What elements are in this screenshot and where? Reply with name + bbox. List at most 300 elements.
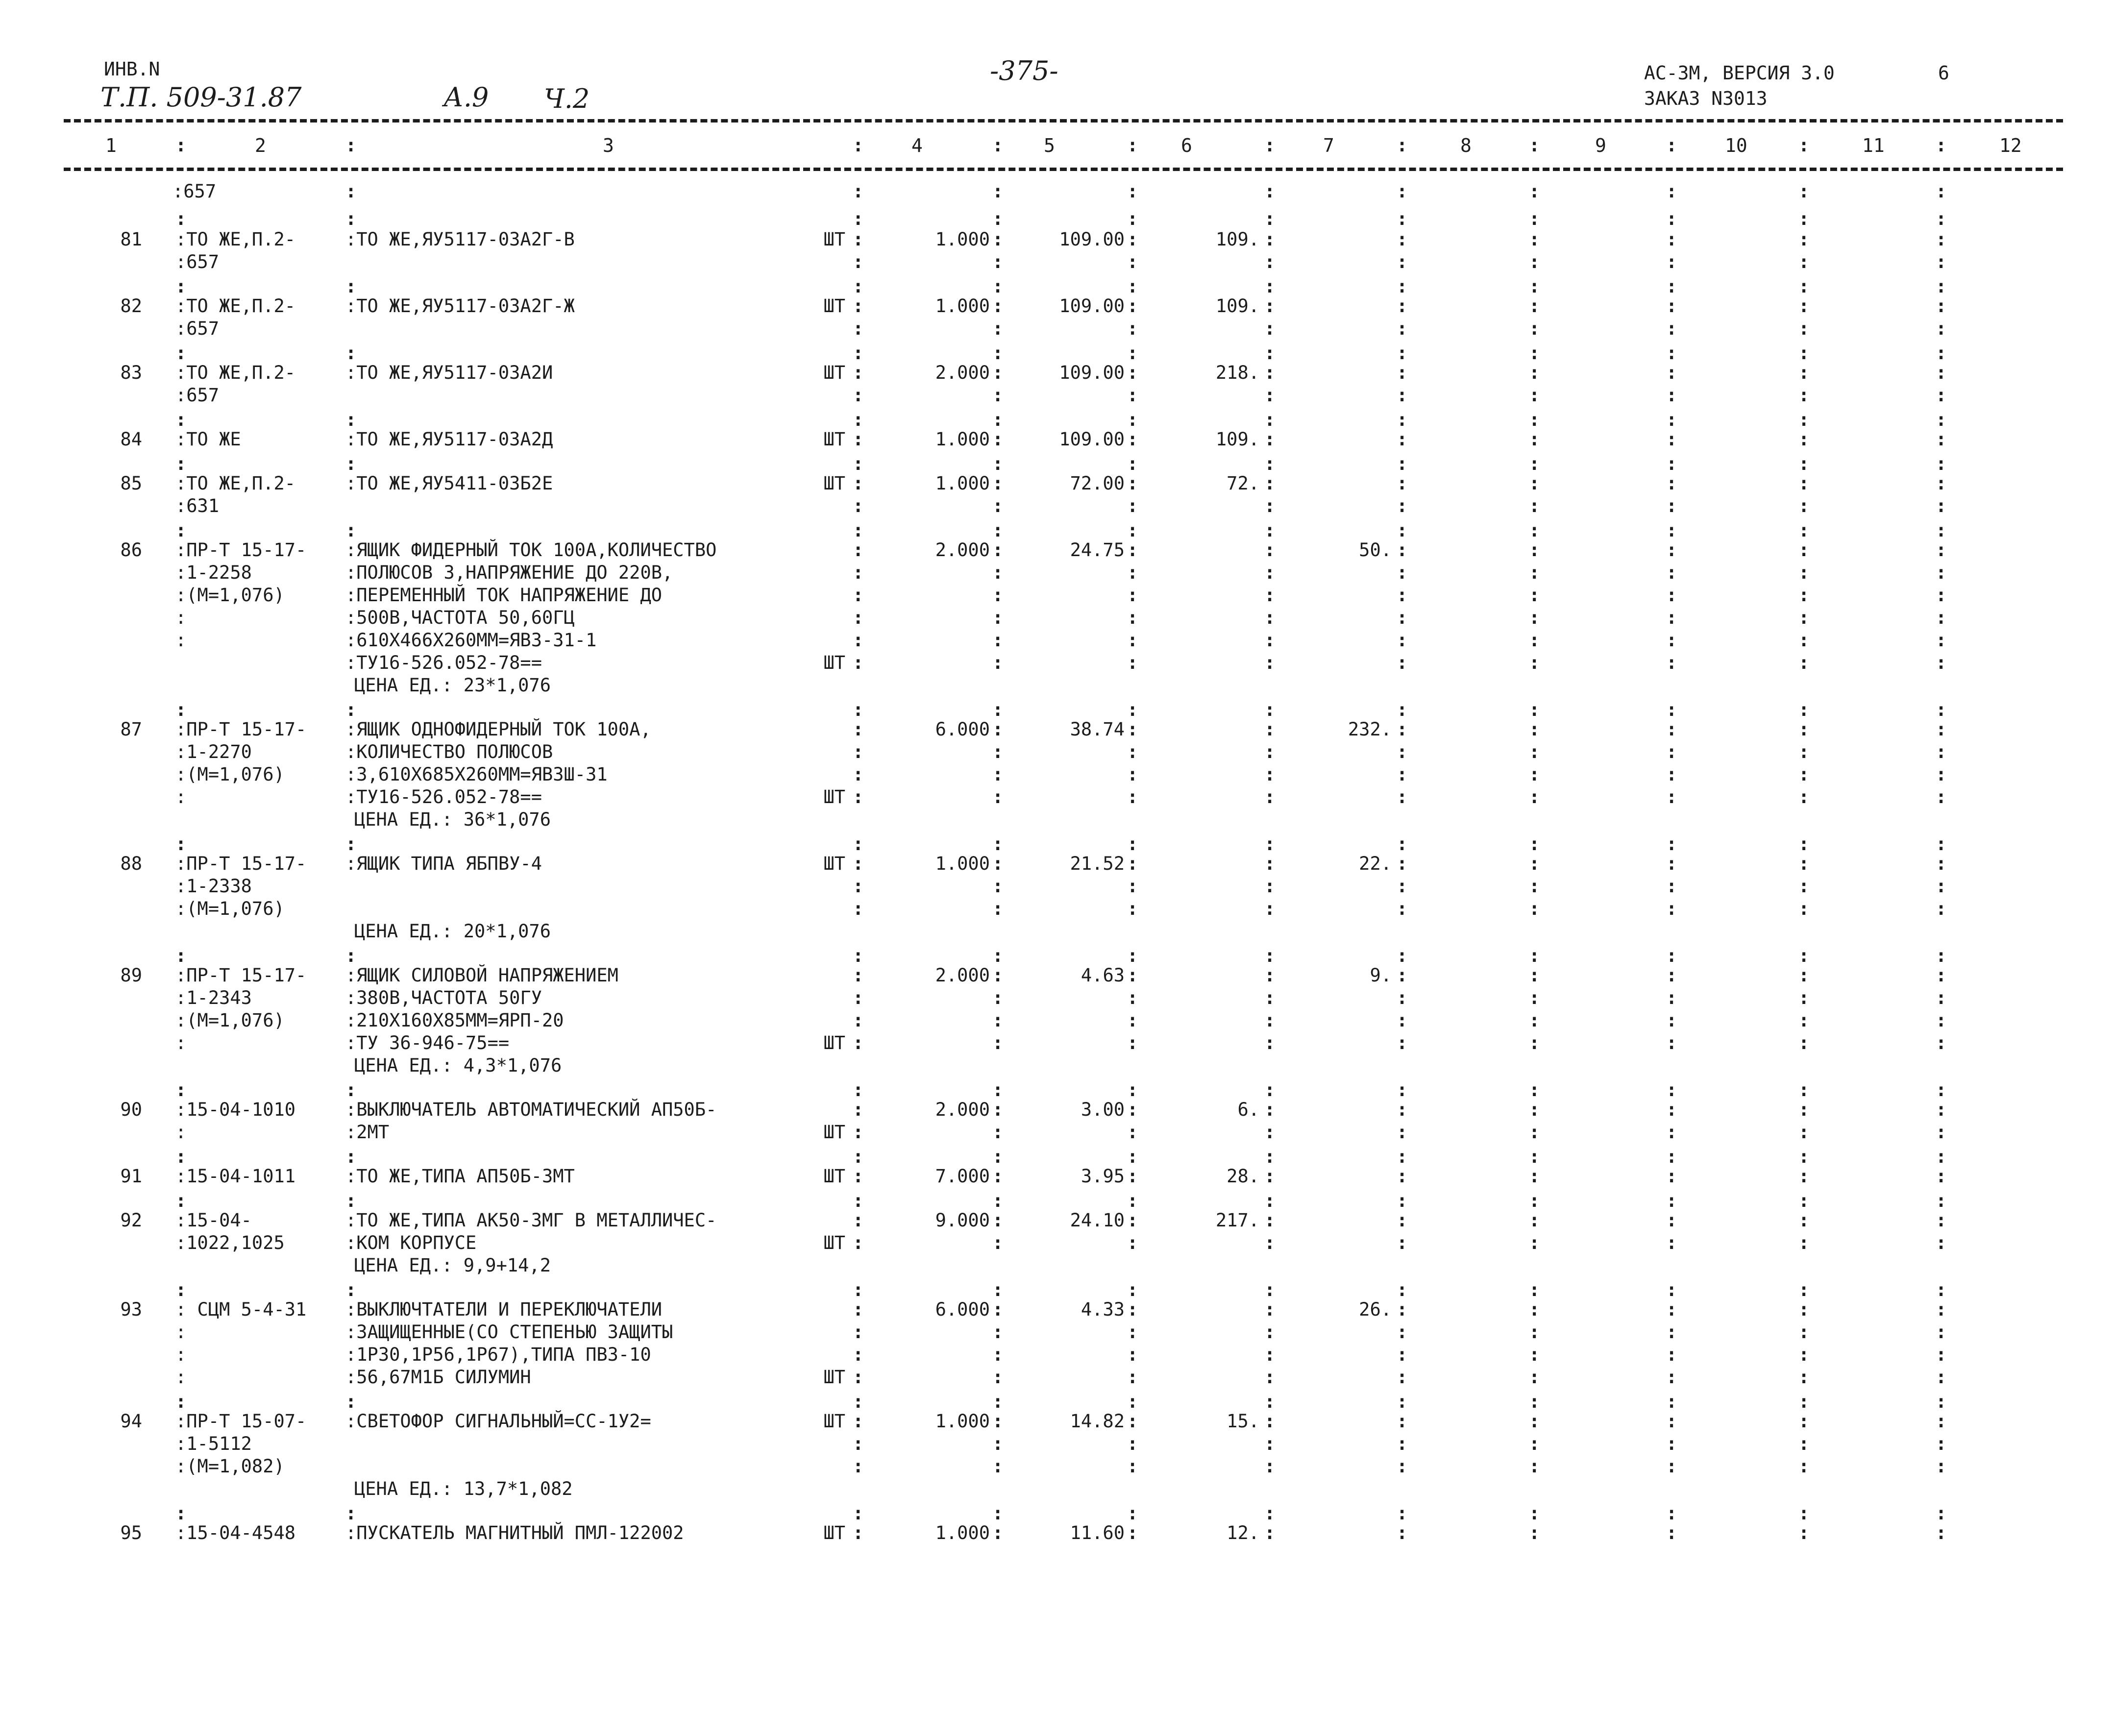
part-handwritten: Ч.2 [544, 83, 590, 114]
row-code: :(М=1,076) [175, 1010, 285, 1031]
column-separator: : [1264, 1010, 1276, 1031]
column-separator: : [1798, 1503, 1810, 1524]
row-unit: ШТ [823, 652, 845, 673]
column-separator: : [1666, 318, 1677, 339]
column-separator: : [1397, 562, 1408, 583]
column-separator: : [853, 1079, 864, 1100]
column-separator: : [853, 362, 864, 383]
column-separator: : [992, 945, 1004, 966]
column-separator: : [1397, 251, 1408, 272]
column-separator: : [1936, 453, 1947, 474]
column-separator: : [1127, 1367, 1138, 1388]
column-separator: : [1397, 876, 1408, 897]
column-separator: : [1798, 652, 1810, 673]
column-separator: : [1264, 1279, 1276, 1300]
column-separator: : [853, 630, 864, 651]
column-separator: : [1936, 1433, 1947, 1454]
column-separator: : [345, 1146, 357, 1167]
row-description: :1Р30,1Р56,1Р67),ТИПА ПВЗ-10 [345, 1344, 651, 1365]
column-separator: : [1127, 295, 1138, 317]
column-separator: : [1529, 764, 1540, 785]
column-separator: : [1936, 495, 1947, 516]
row-unit-price: 109.00 [1059, 362, 1125, 383]
row-code: :631 [175, 495, 220, 516]
row-cost-col6: 218. [1215, 362, 1259, 383]
row-description: :ТУ 36-946-75== [345, 1032, 510, 1053]
column-separator: : [1127, 764, 1138, 785]
row-code: :ПР-Т 15-07- [175, 1411, 307, 1432]
column-separator: : [1798, 342, 1810, 364]
row-number: 86 [120, 539, 142, 561]
column-separator: : [1264, 1299, 1276, 1320]
column-separator: : [992, 429, 1004, 450]
column-separator: : [1666, 1344, 1677, 1365]
row-code: :ПР-Т 15-17- [175, 539, 307, 561]
column-separator: : [1666, 251, 1677, 272]
row-quantity: 9.000 [935, 1210, 990, 1231]
column-separator: : [1666, 562, 1677, 583]
row-number: 88 [120, 853, 142, 874]
column-separator: : [1264, 1522, 1276, 1543]
column-separator: : [1529, 1010, 1540, 1031]
column-separator: : [992, 1032, 1004, 1053]
column-separator: : [1798, 741, 1810, 762]
column-separator: : [1127, 630, 1138, 651]
column-separator: : [1936, 1190, 1947, 1211]
column-separator: : [1666, 607, 1677, 628]
column-separator: : [1529, 1210, 1540, 1231]
column-separator: : [1529, 1279, 1540, 1300]
column-separator: : [1666, 342, 1677, 364]
column-separator: : [992, 181, 1004, 202]
column-separator: : [1397, 276, 1408, 297]
column-separator: : [1264, 898, 1276, 919]
column-header-8: 8 [1460, 135, 1472, 156]
column-separator: : [1264, 1344, 1276, 1365]
row-unit: ШТ [823, 229, 845, 250]
row-description: :610Х466Х260ММ=ЯВЗ-31-1 [345, 630, 597, 651]
column-separator: : [1936, 1010, 1947, 1031]
column-separator: : [1264, 385, 1276, 406]
column-separator: : [1798, 1411, 1810, 1432]
column-separator: : [853, 1032, 864, 1053]
column-separator: : [1264, 453, 1276, 474]
column-separator: : [853, 1411, 864, 1432]
column-separator: : [1529, 1503, 1540, 1524]
column-separator: : [345, 833, 357, 855]
column-separator: : [1127, 362, 1138, 383]
column-separator: : [1127, 562, 1138, 583]
column-separator: : [992, 607, 1004, 628]
row-code: :1-2338 [175, 876, 252, 897]
column-separator: : [1397, 741, 1408, 762]
column-separator: : [1798, 630, 1810, 651]
column-separator: : [1127, 181, 1138, 202]
row-quantity: 7.000 [935, 1166, 990, 1187]
column-separator: : [1264, 276, 1276, 297]
column-separator: : [1264, 181, 1276, 202]
column-separator: : [1529, 652, 1540, 673]
column-separator: : [1127, 453, 1138, 474]
row-unit: ШТ [823, 473, 845, 494]
row-unit: ШТ [823, 1367, 845, 1388]
column-header-separator: : [853, 135, 864, 156]
column-separator: : [1798, 181, 1810, 202]
column-separator: : [1666, 295, 1677, 317]
column-separator: : [853, 1146, 864, 1167]
row-unit-price: 4.63 [1081, 965, 1125, 986]
column-separator: : [1666, 1522, 1677, 1543]
column-separator: : [1127, 1190, 1138, 1211]
row-unit-price: 3.00 [1081, 1099, 1125, 1120]
column-separator: : [1936, 1210, 1947, 1231]
column-separator: : [175, 1146, 187, 1167]
column-separator: : [1666, 1367, 1677, 1388]
column-separator: : [853, 1299, 864, 1320]
column-separator: : [1666, 987, 1677, 1008]
column-separator: : [1936, 607, 1947, 628]
column-separator: : [1397, 473, 1408, 494]
header-top-rule [64, 119, 2063, 122]
column-separator: : [1798, 1210, 1810, 1231]
column-separator: : [992, 833, 1004, 855]
column-separator: : [1127, 1210, 1138, 1231]
column-separator: : [1529, 1166, 1540, 1187]
column-separator: : [1798, 853, 1810, 874]
column-separator: : [1529, 987, 1540, 1008]
column-separator: : [175, 1279, 187, 1300]
column-separator: : [1264, 1321, 1276, 1343]
column-separator: : [1264, 652, 1276, 673]
column-separator: : [1264, 1032, 1276, 1053]
column-separator: : [853, 876, 864, 897]
column-separator: : [1397, 1456, 1408, 1477]
column-separator: : [1264, 429, 1276, 450]
column-separator: : [175, 945, 187, 966]
column-separator: : [1666, 965, 1677, 986]
column-separator: : [1666, 181, 1677, 202]
column-separator: : [175, 453, 187, 474]
row-number: 91 [120, 1166, 142, 1187]
row-code: :ТО ЖЕ,П.2- [175, 229, 296, 250]
column-separator: : [1127, 741, 1138, 762]
column-separator: : [853, 987, 864, 1008]
column-separator: : [1264, 1391, 1276, 1412]
row-description: :2МТ [345, 1122, 390, 1143]
column-separator: : [853, 318, 864, 339]
column-separator: : [1936, 562, 1947, 583]
column-separator: : [1264, 208, 1276, 229]
column-separator: : [1936, 1522, 1947, 1543]
column-separator: : [1798, 251, 1810, 272]
column-separator: : [1264, 1122, 1276, 1143]
column-separator: : [1798, 786, 1810, 807]
column-separator: : [1127, 945, 1138, 966]
row-code: :1-2343 [175, 987, 252, 1008]
column-separator: : [1529, 1032, 1540, 1053]
column-separator: : [345, 1079, 357, 1100]
column-separator: : [1529, 1299, 1540, 1320]
column-separator: : [1798, 1232, 1810, 1253]
row-unit: ШТ [823, 1232, 845, 1253]
column-header-separator: : [175, 135, 187, 156]
column-separator: : [1397, 719, 1408, 740]
column-separator: : [853, 1321, 864, 1343]
column-separator: : [992, 385, 1004, 406]
row-quantity: 2.000 [935, 362, 990, 383]
row-unit: ШТ [823, 1166, 845, 1187]
column-separator: : [1936, 1391, 1947, 1412]
column-separator: : [1666, 1210, 1677, 1231]
column-separator: : [175, 276, 187, 297]
row-code: : [175, 1122, 187, 1143]
column-header-separator: : [1529, 135, 1540, 156]
row-description: :ТО ЖЕ,ЯУ5117-03А2Г-Ж [345, 295, 575, 317]
column-separator: : [1936, 520, 1947, 541]
column-separator: : [992, 208, 1004, 229]
column-separator: : [1127, 585, 1138, 606]
column-separator: : [992, 362, 1004, 383]
row-price-note: ЦЕНА ЕД.: 20*1,076 [354, 921, 551, 942]
row-number: 94 [120, 1411, 142, 1432]
column-separator: : [992, 699, 1004, 720]
column-separator: : [1397, 1433, 1408, 1454]
column-separator: : [1529, 965, 1540, 986]
column-separator: : [1127, 833, 1138, 855]
row-cost-col6: 6. [1237, 1099, 1259, 1120]
row-code: :657 [175, 318, 220, 339]
column-separator: : [1264, 1232, 1276, 1253]
column-separator: : [1397, 1190, 1408, 1211]
column-separator: : [1397, 409, 1408, 430]
column-separator: : [853, 495, 864, 516]
column-header-7: 7 [1323, 135, 1334, 156]
row-unit: ШТ [823, 429, 845, 450]
row-code: :ПР-Т 15-17- [175, 719, 307, 740]
column-separator: : [1936, 539, 1947, 561]
continuation-code: :657 [172, 181, 217, 202]
row-unit-price: 11.60 [1070, 1522, 1125, 1543]
row-unit: ШТ [823, 1522, 845, 1543]
column-separator: : [1798, 385, 1810, 406]
column-separator: : [1798, 585, 1810, 606]
column-separator: : [1127, 652, 1138, 673]
column-separator: : [992, 295, 1004, 317]
row-unit: ШТ [823, 1032, 845, 1053]
column-separator: : [1264, 1079, 1276, 1100]
column-separator: : [1264, 342, 1276, 364]
row-code: :1-2258 [175, 562, 252, 583]
column-separator: : [1264, 473, 1276, 494]
column-separator: : [345, 409, 357, 430]
row-quantity: 2.000 [935, 1099, 990, 1120]
column-separator: : [1264, 630, 1276, 651]
column-separator: : [1529, 853, 1540, 874]
column-separator: : [853, 409, 864, 430]
row-code: :ТО ЖЕ,П.2- [175, 473, 296, 494]
column-separator: : [1397, 1344, 1408, 1365]
column-separator: : [1127, 539, 1138, 561]
column-separator: : [1798, 607, 1810, 628]
inventory-number-handwritten: Т.П. 509-31.87 [100, 82, 302, 113]
row-cost-col6: 217. [1215, 1210, 1259, 1231]
column-separator: : [1529, 318, 1540, 339]
column-separator: : [992, 585, 1004, 606]
column-separator: : [1666, 1411, 1677, 1432]
column-separator: : [1936, 699, 1947, 720]
column-separator: : [175, 1079, 187, 1100]
row-quantity: 1.000 [935, 295, 990, 317]
column-separator: : [853, 520, 864, 541]
column-separator: : [345, 208, 357, 229]
column-separator: : [1936, 1344, 1947, 1365]
column-separator: : [1264, 362, 1276, 383]
column-separator: : [1397, 453, 1408, 474]
column-separator: : [1529, 1522, 1540, 1543]
column-separator: : [1127, 429, 1138, 450]
column-separator: : [853, 1210, 864, 1231]
column-separator: : [1936, 1411, 1947, 1432]
column-separator: : [1529, 181, 1540, 202]
column-separator: : [992, 1299, 1004, 1320]
column-separator: : [1397, 1299, 1408, 1320]
column-separator: : [992, 741, 1004, 762]
row-unit-price: 24.75 [1070, 539, 1125, 561]
row-description: :210Х160Х85ММ=ЯРП-20 [345, 1010, 564, 1031]
column-separator: : [1127, 898, 1138, 919]
row-code: :15-04-1011 [175, 1166, 296, 1187]
row-unit: ШТ [823, 853, 845, 874]
row-code: :(М=1,076) [175, 585, 285, 606]
column-separator: : [1397, 607, 1408, 628]
column-separator: : [1936, 1166, 1947, 1187]
column-header-separator: : [1397, 135, 1408, 156]
column-separator: : [1666, 833, 1677, 855]
row-code: :(М=1,076) [175, 898, 285, 919]
column-separator: : [853, 181, 864, 202]
column-separator: : [992, 520, 1004, 541]
column-separator: : [1666, 1433, 1677, 1454]
column-separator: : [1127, 229, 1138, 250]
column-separator: : [1666, 898, 1677, 919]
column-separator: : [1666, 1299, 1677, 1320]
column-separator: : [1936, 1456, 1947, 1477]
column-separator: : [1798, 833, 1810, 855]
column-separator: : [175, 409, 187, 430]
row-cost-col7: 26. [1359, 1299, 1392, 1320]
column-separator: : [345, 1503, 357, 1524]
column-separator: : [1936, 630, 1947, 651]
column-separator: : [1666, 719, 1677, 740]
column-separator: : [345, 945, 357, 966]
column-separator: : [1264, 786, 1276, 807]
column-separator: : [1529, 1367, 1540, 1388]
column-separator: : [853, 898, 864, 919]
column-separator: : [1666, 520, 1677, 541]
column-separator: : [1936, 853, 1947, 874]
row-unit-price: 21.52 [1070, 853, 1125, 874]
column-separator: : [1936, 741, 1947, 762]
column-separator: : [1127, 342, 1138, 364]
column-separator: : [992, 1344, 1004, 1365]
column-separator: : [1397, 833, 1408, 855]
column-separator: : [853, 1190, 864, 1211]
column-separator: : [1798, 362, 1810, 383]
column-separator: : [1264, 987, 1276, 1008]
row-cost-col6: 15. [1227, 1411, 1259, 1432]
row-description: :ПЕРЕМЕННЫЙ ТОК НАПРЯЖЕНИЕ ДО [345, 585, 663, 606]
column-separator: : [1127, 699, 1138, 720]
column-separator: : [992, 876, 1004, 897]
row-description: :ПОЛЮСОВ 3,НАПРЯЖЕНИЕ ДО 220В, [345, 562, 673, 583]
column-separator: : [1127, 1522, 1138, 1543]
column-separator: : [1127, 607, 1138, 628]
column-separator: : [1529, 1456, 1540, 1477]
column-separator: : [1127, 1503, 1138, 1524]
column-separator: : [1529, 833, 1540, 855]
row-description: :ВЫКЛЮЧТАТЕЛИ И ПЕРЕКЛЮЧАТЕЛИ [345, 1299, 663, 1320]
column-separator: : [1127, 719, 1138, 740]
column-separator: : [1264, 965, 1276, 986]
column-separator: : [1264, 1367, 1276, 1388]
row-cost-col6: 109. [1215, 295, 1259, 317]
column-separator: : [1397, 652, 1408, 673]
row-cost-col7: 9. [1370, 965, 1392, 986]
column-separator: : [1936, 876, 1947, 897]
column-separator: : [1936, 898, 1947, 919]
column-separator: : [992, 409, 1004, 430]
column-header-separator: : [345, 135, 357, 156]
column-separator: : [1936, 473, 1947, 494]
row-code: :657 [175, 385, 220, 406]
column-separator: : [992, 987, 1004, 1008]
row-description: :ВЫКЛЮЧАТЕЛЬ АВТОМАТИЧЕСКИЙ АП50Б- [345, 1099, 717, 1120]
column-separator: : [1936, 181, 1947, 202]
column-separator: : [1264, 1456, 1276, 1477]
row-unit-price: 14.82 [1070, 1411, 1125, 1432]
row-unit-price: 24.10 [1070, 1210, 1125, 1231]
column-separator: : [992, 719, 1004, 740]
column-separator: : [853, 965, 864, 986]
column-separator: : [1127, 1146, 1138, 1167]
column-separator: : [853, 342, 864, 364]
column-separator: : [853, 295, 864, 317]
column-separator: : [1798, 1299, 1810, 1320]
row-description: :3,610Х685Х260ММ=ЯВЗШ-31 [345, 764, 608, 785]
column-separator: : [175, 1190, 187, 1211]
column-separator: : [1666, 1503, 1677, 1524]
column-separator: : [1127, 1010, 1138, 1031]
column-separator: : [1666, 585, 1677, 606]
column-separator: : [1397, 585, 1408, 606]
column-separator: : [1798, 764, 1810, 785]
row-quantity: 2.000 [935, 539, 990, 561]
column-separator: : [1264, 607, 1276, 628]
row-quantity: 2.000 [935, 965, 990, 986]
column-separator: : [1798, 987, 1810, 1008]
column-separator: : [853, 1391, 864, 1412]
column-separator: : [1264, 539, 1276, 561]
row-unit: ШТ [823, 1411, 845, 1432]
column-separator: : [1798, 295, 1810, 317]
column-separator: : [992, 965, 1004, 986]
column-separator: : [1936, 764, 1947, 785]
column-separator: : [1529, 473, 1540, 494]
row-code: :1022,1025 [175, 1232, 285, 1253]
row-quantity: 1.000 [935, 473, 990, 494]
column-separator: : [1264, 1190, 1276, 1211]
column-separator: : [1264, 719, 1276, 740]
